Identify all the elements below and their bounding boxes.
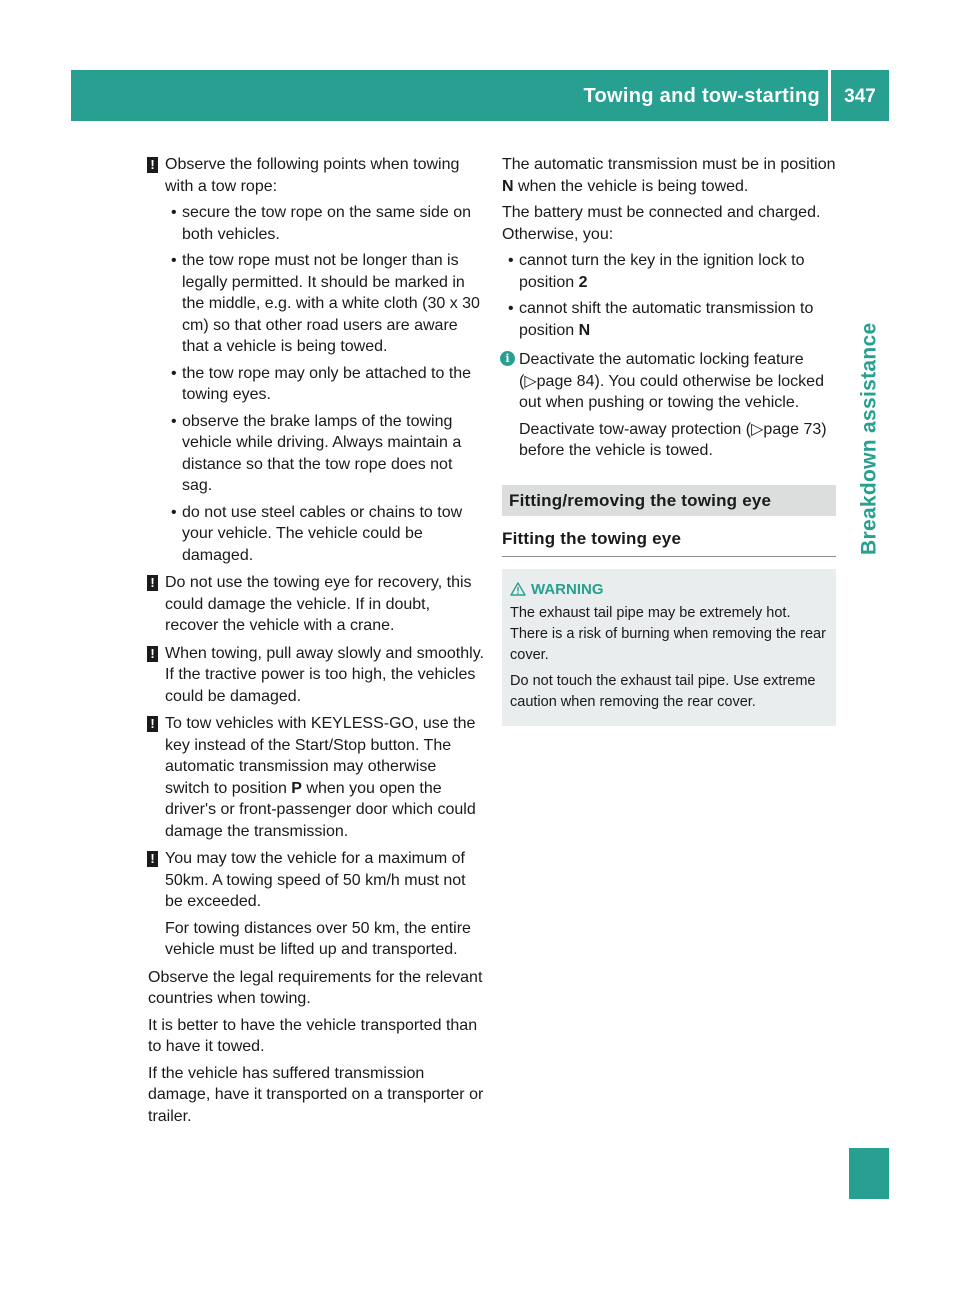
battery-list (502, 250, 836, 341)
info-icon: i (500, 351, 515, 366)
note-text: ) before the vehicle is towed. (519, 420, 827, 459)
list-item (502, 250, 836, 293)
caution-note-keyless-go (148, 713, 484, 842)
note-text: For towing distances over 50 km, the entire vehicle must be lifted up and transported. (165, 919, 471, 958)
exclamation-icon: ! (147, 575, 158, 591)
header-title: Towing and tow-starting (583, 85, 820, 107)
exclamation-icon: ! (147, 851, 158, 867)
list-item: • the tow rope may only be attached to the towing eyes. (165, 363, 484, 406)
paragraph: If the vehicle has suffered transmission damage, have it transported on a transporter or trailer. (148, 1064, 484, 1125)
list-item-text: cannot turn the key in the ignition lock to position (519, 252, 805, 291)
right-column (502, 154, 836, 726)
note-text: ). You could otherwise be locked out when pushing or towing the vehicle. (519, 372, 824, 411)
side-tab-label: Breakdown assistance (857, 322, 881, 556)
note-text: Observe the following points when towing with a tow rope: (165, 156, 460, 195)
note-text: When towing, pull away slowly and smoothly. If the tractive power is too high, the vehicles could be damaged. (165, 644, 484, 705)
note-text: Do not use the towing eye for recovery, this could damage the vehicle. If in doubt, recover the vehicle with a crane. (165, 574, 472, 634)
exclamation-icon: ! (147, 646, 158, 662)
section-heading: Fitting/removing the towing eye (502, 485, 836, 517)
page-ref-arrow-icon: ▷ (751, 420, 764, 438)
note-text: when you open the driver's or front-passenger door which could damage the transmission. (165, 779, 476, 840)
list-item-text: cannot shift the automatic transmission to position (519, 300, 814, 339)
note-text: You may tow the vehicle for a maximum of 50km. A towing speed of 50 km/h must not be exceeded. (165, 850, 466, 910)
paragraph: It is better to have the vehicle transported than to have it towed. (148, 1016, 478, 1055)
note-text: Deactivate tow-away protection ( (519, 420, 752, 438)
info-note (502, 349, 836, 462)
paragraph: The battery must be connected and charged. Otherwise, you: (502, 204, 821, 243)
page-reference-link[interactable]: page 84 (536, 372, 595, 390)
tow-rope-list (165, 202, 484, 566)
paragraph-text: The automatic transmission must be in position (502, 156, 836, 173)
exclamation-icon: ! (147, 157, 158, 173)
page-reference-link[interactable]: page 73 (763, 420, 822, 438)
list-item: • secure the tow rope on the same side on both vehicles. (165, 202, 484, 245)
side-tab-marker (849, 1148, 889, 1199)
paragraph (502, 154, 836, 197)
position-label: N (578, 321, 591, 339)
warning-triangle-icon (510, 582, 526, 596)
caution-note-recovery (148, 572, 484, 637)
position-label: N (502, 177, 514, 195)
header-divider (828, 70, 831, 121)
exclamation-icon: ! (147, 716, 158, 732)
paragraph-text: when the vehicle is being towed. (513, 177, 749, 195)
list-item: • observe the brake lamps of the towing vehicle while driving. Always maintain a distance so that the tow rope does not sag. (165, 411, 484, 497)
warning-title: WARNING (531, 580, 604, 598)
list-item: • do not use steel cables or chains to tow your vehicle. The vehicle could be damaged. (165, 502, 484, 567)
warning-text: Do not touch the exhaust tail pipe. Use extreme caution when removing the rear cover. (510, 672, 816, 710)
page-ref-arrow-icon: ▷ (524, 372, 537, 390)
subsection-heading: Fitting the towing eye (502, 528, 836, 557)
position-label: P (291, 779, 302, 797)
side-tab (849, 130, 889, 748)
note-text (519, 419, 836, 462)
position-label: 2 (578, 273, 588, 291)
note-text: To tow vehicles with KEYLESS-GO, use the key instead of the Start/Stop button. The automatic transmission may otherwise switch to position (165, 715, 476, 797)
page-number: 347 (844, 86, 876, 107)
caution-note-pull-away (148, 643, 484, 708)
list-item (502, 298, 836, 341)
warning-box (502, 569, 836, 726)
warning-text: The exhaust tail pipe may be extremely hot. There is a risk of burning when removing the rear cover. (510, 604, 826, 663)
warning-header (510, 579, 828, 600)
paragraph: Observe the legal requirements for the relevant countries when towing. (148, 968, 483, 1007)
caution-note-max-distance (148, 848, 484, 961)
note-text: Deactivate the automatic locking feature ( (519, 351, 804, 390)
left-column (148, 154, 484, 1132)
list-item: • the tow rope must not be longer than is legally permitted. It should be marked in the middle, e.g. with a white cloth (30 x 30 cm) so that other road users are aware that a vehicle is being towed. (165, 250, 484, 358)
caution-note-tow-rope (148, 154, 484, 566)
page-header (71, 70, 889, 121)
